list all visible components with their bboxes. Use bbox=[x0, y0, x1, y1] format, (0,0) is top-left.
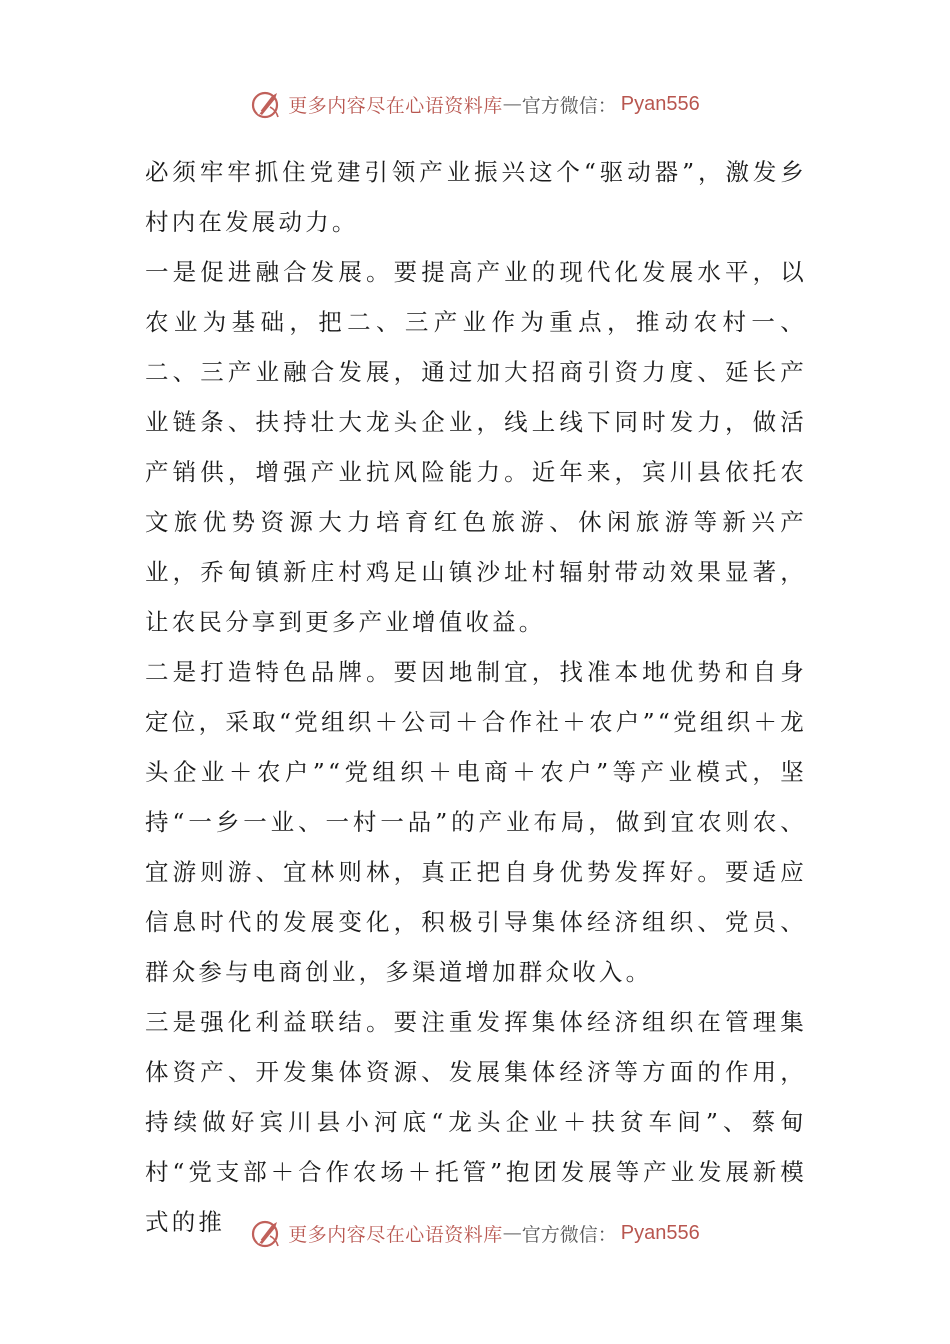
header-watermark bbox=[0, 84, 950, 124]
watermark-separator: — bbox=[502, 93, 522, 115]
footer-watermark bbox=[0, 1213, 950, 1253]
watermark-label: 官方微信： bbox=[521, 1223, 617, 1246]
watermark-wechat-id: Pyan556 bbox=[620, 1221, 700, 1244]
document-body bbox=[145, 147, 807, 1247]
watermark-label: 官方微信： bbox=[521, 94, 617, 117]
pen-nib-logo-icon bbox=[250, 1216, 284, 1250]
paragraph-integration: 一是促进融合发展。要提高产业的现代化发展水平，以农业为基础，把二、三产业作为重点，推动农村一、二、三产业融合发展，通过加大招商引资力度、延长产业链条、扶持壮大龙头企业，线上线下同时发力，做活产销供，增强产业抗风险能力。近年来，宾川县依托农文旅优势资源大力培育红色旅游、休闲旅游等新兴产业，乔甸镇新庄村鸡足山镇沙址村辐射带动效果显著，让农民分享到更多产业增值收益。 bbox=[145, 258, 807, 636]
watermark-brand: 更多内容尽在心语资料库 bbox=[288, 1223, 503, 1246]
watermark-brand: 更多内容尽在心语资料库 bbox=[288, 94, 503, 117]
paragraph-brand: 二是打造特色品牌。要因地制宜，找准本地优势和自身定位，采取“党组织＋公司＋合作社＋农户”“党组织＋龙头企业＋农户”“党组织＋电商＋农户”等产业模式，坚持“一乡一业、一村一品”的产业布局，做到宜农则农、宜游则游、宜林则林，真正把自身优势发挥好。要适应信息时代的发展变化，积极引导集体经济组织、党员、群众参与电商创业，多渠道增加群众收入。 bbox=[145, 658, 807, 986]
watermark-separator: — bbox=[502, 1222, 522, 1244]
pen-nib-logo-icon bbox=[250, 87, 284, 121]
watermark-wechat-id: Pyan556 bbox=[620, 92, 700, 115]
paragraph-interest: 三是强化利益联结。要注重发挥集体经济组织在管理集体资产、开发集体资源、发展集体经济等方面的作用，持续做好宾川县小河底“龙头企业＋扶贫车间”、蔡甸村“党支部＋合作农场＋托管”抱团发展等产业发展新模式的推 bbox=[145, 1008, 807, 1236]
paragraph-intro: 必须牢牢抓住党建引领产业振兴这个“驱动器”，激发乡村内在发展动力。 bbox=[145, 158, 807, 236]
